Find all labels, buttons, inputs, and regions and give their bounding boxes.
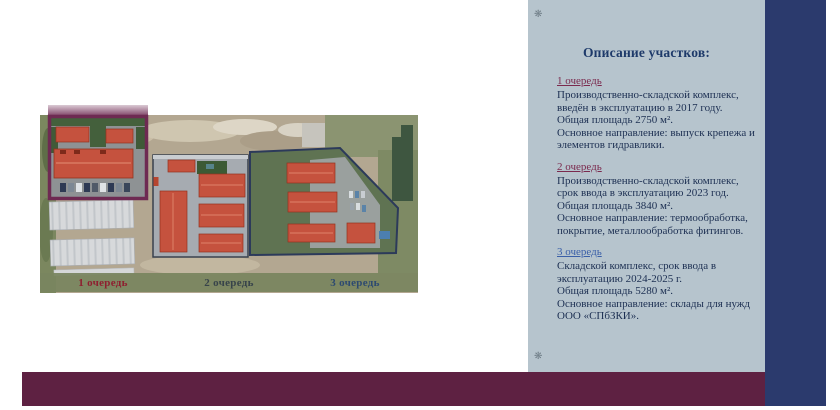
description-panel — [528, 0, 765, 372]
panel-heading: Описание участков: — [582, 45, 711, 60]
phase3-line: эксплуатацию 2024-2025 г. — [557, 272, 683, 285]
photo-phase-labelbar — [40, 273, 418, 292]
phase2-link[interactable]: 2 очередь — [557, 160, 602, 173]
phase1-line: элементов гидравлики. — [557, 139, 665, 151]
panel-text — [557, 71, 755, 328]
phase1-line: Общая площадь 2750 м². — [557, 114, 674, 126]
photo-label-phase3: 3 очередь — [330, 276, 380, 289]
aerial-site-photo — [40, 105, 418, 293]
phase1-inset — [48, 105, 148, 199]
phase2-line: Общая площадь 3840 м². — [557, 199, 674, 212]
pinwheel-icon: ❋ — [534, 9, 543, 20]
phase1-line: Производственно-складской комплекс, — [557, 89, 739, 101]
aerial-site-photo-svg — [40, 105, 418, 293]
phase3-line: Общая площадь 5280 м². — [557, 285, 674, 297]
phase2-line: Основное направление: термообработка, — [557, 212, 748, 224]
phase3-section — [557, 242, 755, 323]
photo-label-phase1: 1 очередь — [78, 276, 128, 289]
footer-accent-bar — [22, 372, 765, 406]
parked-cars-row — [60, 183, 130, 192]
pinwheel-icon: ❋ — [534, 351, 543, 362]
navy-accent-bar — [765, 0, 826, 406]
phase3-line: Складской комплекс, срок ввода в — [557, 260, 717, 272]
phase1-section — [557, 71, 755, 152]
phase2-section — [557, 157, 755, 238]
phase2-line: срок ввода в эксплуатацию 2023 год. — [557, 187, 729, 199]
phase1-line: введён в эксплуатацию в 2017 году. — [557, 101, 723, 114]
phase3-line: Основное направление: склады для нужд — [557, 297, 751, 310]
phase3-link[interactable]: 3 очередь — [557, 246, 602, 258]
phase3-line: ООО «СПбЗКИ». — [557, 310, 640, 322]
phase2-line: покрытие, металлообработка фитингов. — [557, 224, 744, 237]
photo-label-phase2: 2 очередь — [204, 276, 254, 289]
phase2-line: Производственно-складской комплекс, — [557, 174, 739, 187]
phase1-line: Основное направление: выпуск крепежа и — [557, 126, 755, 139]
phase2-site — [153, 155, 248, 257]
phase1-link[interactable]: 1 очередь — [557, 75, 602, 87]
